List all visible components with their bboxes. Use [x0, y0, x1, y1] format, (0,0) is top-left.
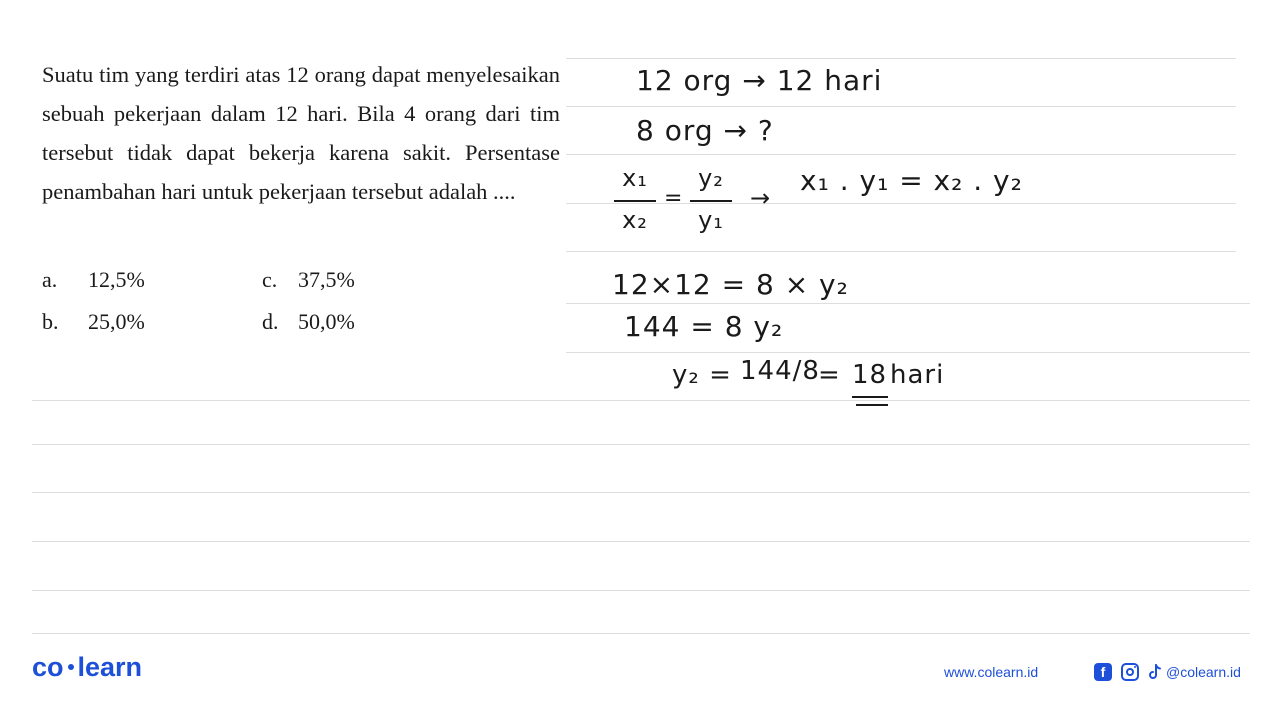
- ruled-line: [566, 58, 1236, 59]
- implies-arrow: →: [750, 184, 772, 212]
- fraction-y-denominator: [688, 206, 734, 234]
- fraction-bar: [690, 200, 732, 202]
- option-value: 37,5%: [298, 267, 355, 292]
- option-b[interactable]: [42, 307, 145, 337]
- work-line-6-unit: hari: [890, 360, 945, 390]
- option-value: 12,5%: [88, 267, 145, 292]
- ruled-line: [32, 633, 1250, 634]
- ruled-line: [32, 492, 1250, 493]
- option-letter: a.: [42, 267, 58, 292]
- website-link[interactable]: www.colearn.id: [944, 664, 1039, 680]
- y2-symbol: y₂: [698, 164, 724, 192]
- instagram-icon[interactable]: [1121, 663, 1139, 681]
- logo-right: learn: [77, 652, 143, 682]
- work-line-4: 12×12 = 8 × y₂: [612, 268, 849, 301]
- logo-left: co: [32, 652, 64, 682]
- option-letter: c.: [262, 267, 278, 292]
- option-d[interactable]: [262, 307, 355, 337]
- ruled-line: [32, 444, 1250, 445]
- result-underline: [856, 404, 888, 406]
- fraction-x: [612, 164, 658, 192]
- work-line-5: 144 = 8 y₂: [624, 310, 784, 343]
- x2-symbol: x₂: [622, 206, 648, 234]
- ruled-line: [566, 352, 1250, 353]
- facebook-icon[interactable]: f: [1094, 663, 1112, 681]
- social-handle[interactable]: @colearn.id: [1166, 664, 1241, 680]
- logo-dot: [68, 664, 74, 670]
- work-line-6-fraction: 144/8: [740, 356, 820, 386]
- option-letter: b.: [42, 309, 59, 334]
- tiktok-icon[interactable]: [1146, 663, 1164, 681]
- ruled-line: [566, 154, 1236, 155]
- option-c[interactable]: [262, 265, 355, 295]
- question-text: Suatu tim yang terdiri atas 12 orang dapat menyelesaikan sebuah pekerjaan dalam 12 hari. Bila 4 orang dari tim tersebut tidak dapat bekerja karena sakit. Persentase penambahan hari untuk pekerjaan tersebut adalah ....: [42, 62, 560, 204]
- ruled-line: [32, 400, 1250, 401]
- x1-symbol: x₁: [622, 164, 648, 192]
- ruled-line: [566, 251, 1236, 252]
- equals-sign: =: [664, 186, 684, 211]
- fraction-bar: [614, 200, 656, 202]
- ruled-line: [32, 590, 1250, 591]
- ruled-line: [566, 106, 1236, 107]
- work-line-2: 8 org → ?: [636, 114, 774, 147]
- work-line-1: 12 org → 12 hari: [636, 64, 883, 97]
- ruled-line: [566, 303, 1250, 304]
- option-value: 50,0%: [298, 309, 355, 334]
- work-line-6-left: y₂ =: [672, 360, 732, 390]
- option-a[interactable]: [42, 265, 145, 295]
- fraction-y: [688, 164, 734, 192]
- colearn-logo[interactable]: [32, 652, 142, 683]
- work-line-6-equals: =: [818, 360, 841, 390]
- work-line-3: x₁ . y₁ = x₂ . y₂: [800, 164, 1023, 197]
- option-letter: d.: [262, 309, 279, 334]
- option-value: 25,0%: [88, 309, 145, 334]
- y1-symbol: y₁: [698, 206, 724, 234]
- result-underline: [852, 396, 888, 398]
- work-line-6-result: 18: [852, 360, 888, 390]
- fraction-x-denominator: [612, 206, 658, 234]
- ruled-line: [32, 541, 1250, 542]
